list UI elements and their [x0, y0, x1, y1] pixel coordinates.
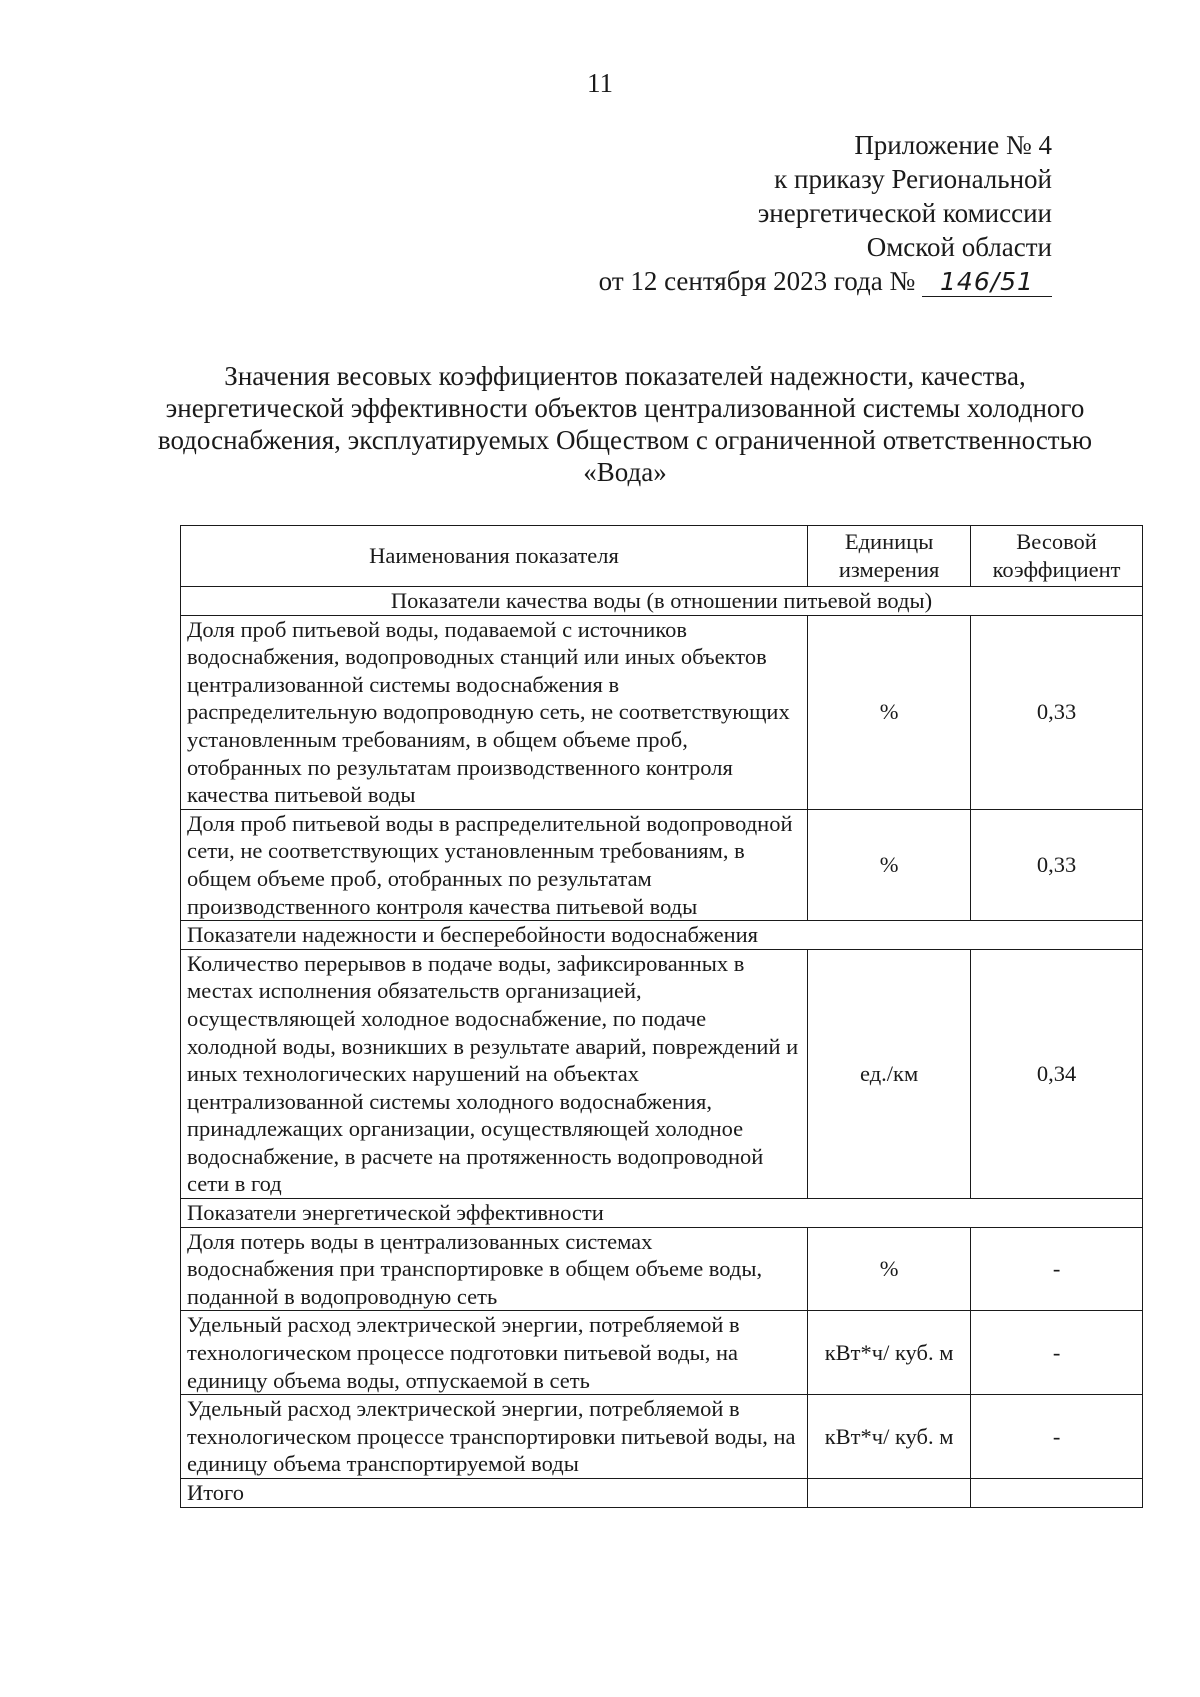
indicator-coefficient: - [971, 1227, 1143, 1311]
header-unit: Единицы измерения [808, 526, 971, 587]
indicator-coefficient: 0,34 [971, 949, 1143, 1198]
indicator-name: Доля проб питьевой воды в распределительной водопроводной сети, не соответствующих установленным требованиям, в общем объеме проб, отобранных по результатам производственного контроля качества питьевой воды [181, 809, 808, 920]
table-row [181, 809, 1143, 920]
indicator-name: Количество перерывов в подаче воды, зафиксированных в местах исполнения обязательств организацией, осуществляющей холодное водоснабжение, по подаче холодной воды, возникших в результате аварий, повреждений и иных технологических нарушений на объектах централизованной системы холодного водоснабжения, принадлежащих организации, осуществляющей холодное водоснабжение, в расчете на протяженность водопроводной сети в год [181, 949, 808, 1198]
indicator-name: Удельный расход электрической энергии, потребляемой в технологическом процессе транспортировки питьевой воды, на единицу объема транспортируемой воды [181, 1395, 808, 1479]
order-line [599, 264, 1052, 298]
total-coefficient [971, 1479, 1143, 1508]
section-row [181, 921, 1143, 950]
section-title: Показатели надежности и бесперебойности водоснабжения [181, 921, 1143, 950]
total-label: Итого [181, 1479, 808, 1508]
order-number-handwritten: 146/51 [922, 268, 1052, 297]
indicator-name: Доля проб питьевой воды, подаваемой с источников водоснабжения, водопроводных станций или иных объектов централизованной системы водоснабжения в распределительную водопроводную сеть, не соответствующих установленным требованиям, в общем объеме проб, отобранных по результатам производственного контроля качества питьевой воды [181, 615, 808, 809]
indicator-unit: кВт*ч/ куб. м [808, 1395, 971, 1479]
section-row [181, 587, 1143, 616]
appendix-line: Омской области [866, 232, 1052, 262]
table-header-row [181, 526, 1143, 587]
indicator-name: Удельный расход электрической энергии, потребляемой в технологическом процессе подготовки питьевой воды, на единицу объема воды, отпускаемой в сеть [181, 1311, 808, 1395]
appendix-line: энергетической комиссии [757, 198, 1052, 228]
header-coefficient: Весовой коэффициент [971, 526, 1143, 587]
indicator-coefficient: - [971, 1311, 1143, 1395]
table-row [181, 1395, 1143, 1479]
order-prefix: от 12 сентября 2023 года № [598, 266, 916, 296]
indicator-name: Доля потерь воды в централизованных системах водоснабжения при транспортировке в общем объеме воды, поданной в водопроводную сеть [181, 1227, 808, 1311]
appendix-block [599, 128, 1052, 298]
indicator-unit: % [808, 1227, 971, 1311]
indicator-unit: кВт*ч/ куб. м [808, 1311, 971, 1395]
indicator-unit: % [808, 809, 971, 920]
table-row [181, 949, 1143, 1198]
appendix-line: Приложение № 4 [854, 130, 1052, 160]
indicator-coefficient: 0,33 [971, 615, 1143, 809]
indicator-unit: ед./км [808, 949, 971, 1198]
header-name: Наименования показателя [181, 526, 808, 587]
table-row [181, 1227, 1143, 1311]
indicators-table [180, 525, 1143, 1508]
table-row [181, 615, 1143, 809]
indicator-coefficient: - [971, 1395, 1143, 1479]
total-unit [808, 1479, 971, 1508]
table-row [181, 1311, 1143, 1395]
indicator-coefficient: 0,33 [971, 809, 1143, 920]
indicator-unit: % [808, 615, 971, 809]
section-title: Показатели качества воды (в отношении питьевой воды) [181, 587, 1143, 616]
total-row [181, 1479, 1143, 1508]
section-title: Показатели энергетической эффективности [181, 1199, 1143, 1228]
document-title: Значения весовых коэффициентов показателей надежности, качества, энергетической эффективности объектов централизованной системы холодного водоснабжения, эксплуатируемых Обществом с ограниченной ответственностью «Вода» [157, 361, 1093, 487]
page-number: 11 [587, 68, 613, 98]
section-row [181, 1199, 1143, 1228]
appendix-line: к приказу Региональной [774, 164, 1052, 194]
